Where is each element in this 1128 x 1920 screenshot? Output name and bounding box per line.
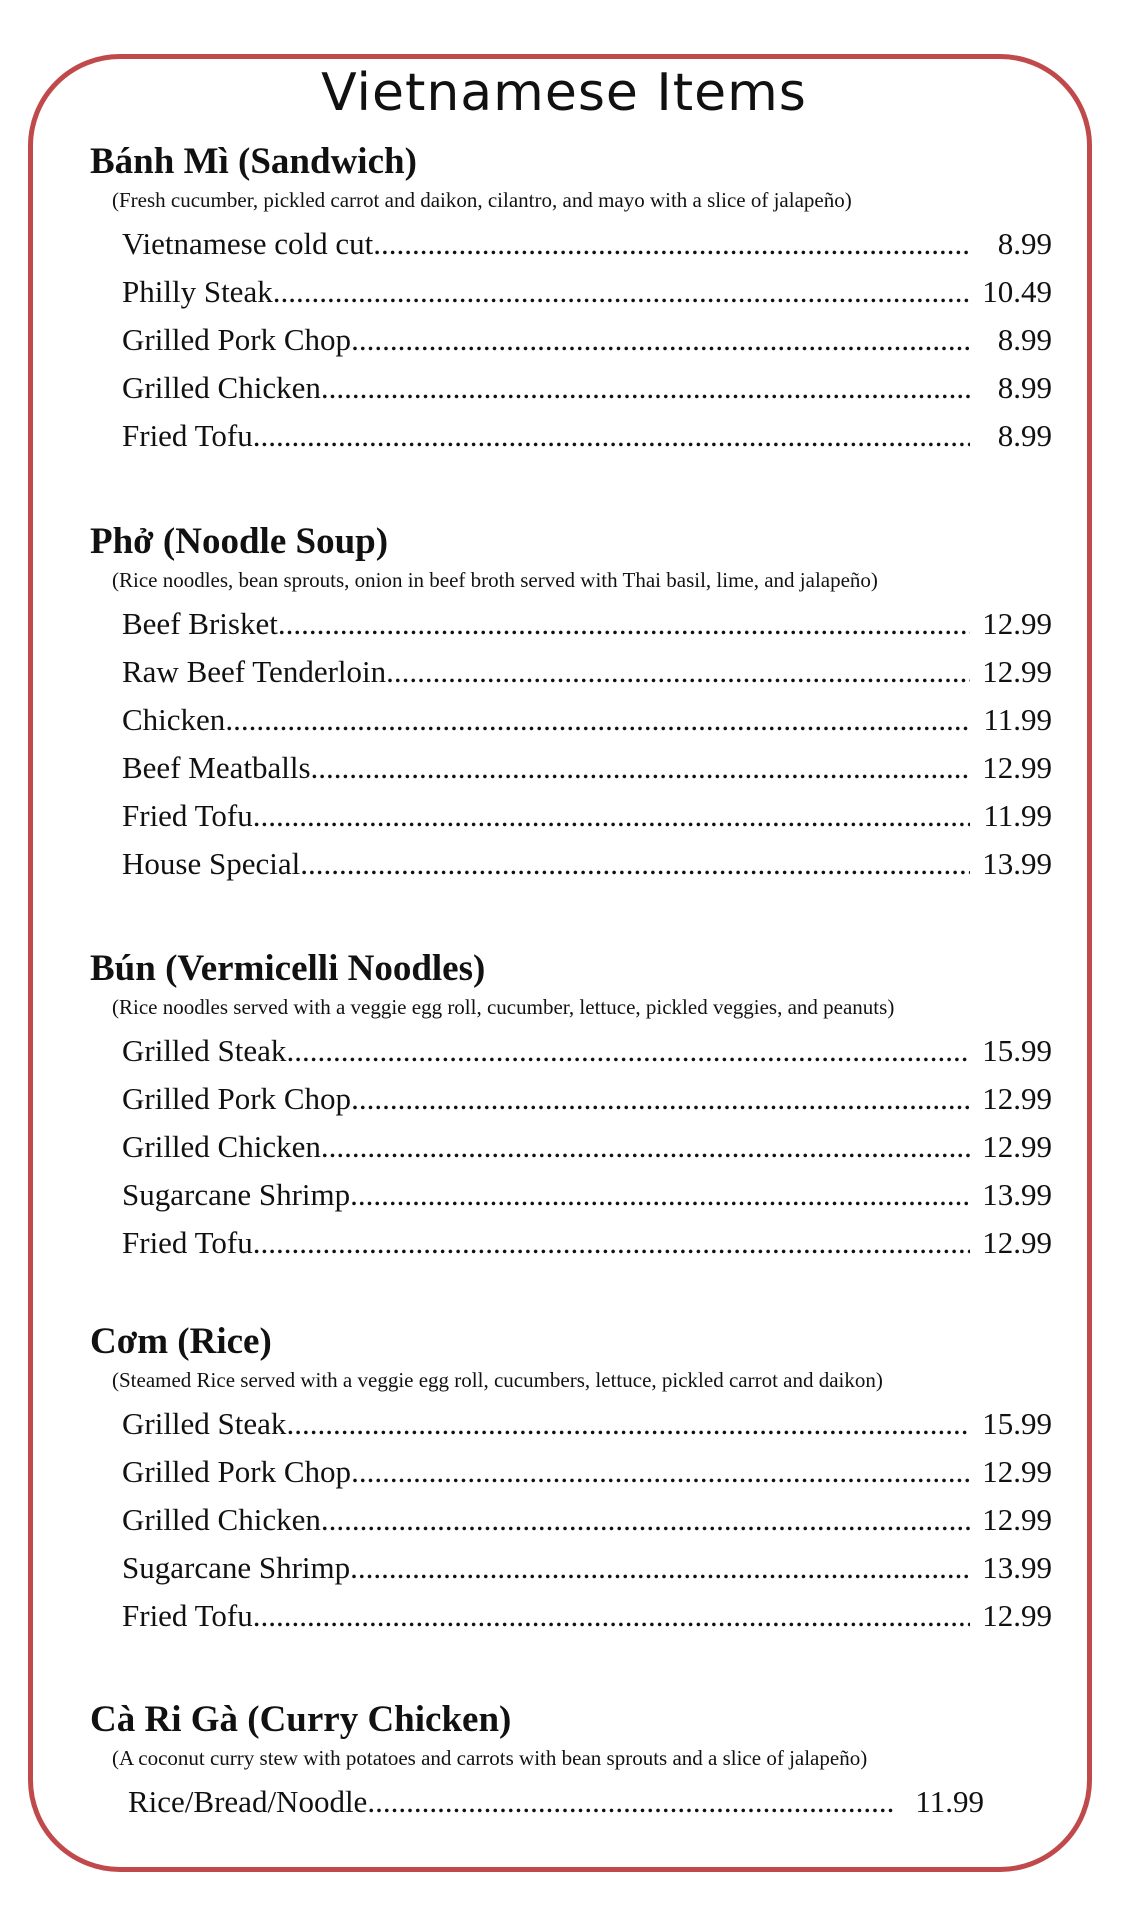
- dot-leader: [321, 364, 970, 412]
- dot-leader: [253, 412, 970, 460]
- menu-title: Vietnamese Items: [321, 63, 807, 123]
- item-name: Grilled Pork Chop: [122, 1454, 352, 1489]
- section-heading: Cơm (Rice): [90, 1321, 272, 1362]
- section-description: (Steamed Rice served with a veggie egg roll, cucumbers, lettuce, pickled carrot and daikon): [112, 1368, 883, 1392]
- item-name: Philly Steak: [122, 274, 273, 309]
- item-name: Sugarcane Shrimp: [122, 1550, 351, 1585]
- menu-item: [122, 412, 1052, 460]
- item-price: 12.99: [982, 1598, 1052, 1633]
- section-description: (A coconut curry stew with potatoes and carrots with bean sprouts and a slice of jalapeño): [112, 1746, 868, 1770]
- item-price: 12.99: [982, 1454, 1052, 1489]
- menu-item: [122, 364, 1052, 412]
- menu-item: [122, 1544, 1052, 1592]
- menu-item: [122, 744, 1052, 792]
- menu-item: [122, 1448, 1052, 1496]
- item-list: [122, 1027, 1052, 1267]
- item-price: 8.99: [997, 418, 1052, 453]
- item-list: [122, 600, 1052, 888]
- menu-item: [122, 648, 1052, 696]
- menu-item: [122, 600, 1052, 648]
- item-price: 13.99: [982, 1550, 1052, 1585]
- item-price: 12.99: [982, 1129, 1052, 1164]
- item-price: 10.49: [982, 274, 1052, 309]
- dot-leader: [225, 696, 970, 744]
- item-price: 12.99: [982, 1225, 1052, 1260]
- item-price: 12.99: [982, 750, 1052, 785]
- item-price: 8.99: [997, 370, 1052, 405]
- item-price: 12.99: [982, 1502, 1052, 1537]
- item-price: 12.99: [982, 654, 1052, 689]
- item-list: [122, 220, 1052, 460]
- item-name: Raw Beef Tenderloin: [122, 654, 387, 689]
- item-name: Fried Tofu: [122, 798, 253, 833]
- menu-item: [122, 1219, 1052, 1267]
- menu-item: [122, 1400, 1052, 1448]
- section-heading: Bún (Vermicelli Noodles): [90, 948, 486, 989]
- dot-leader: [351, 1075, 970, 1123]
- dot-leader: [286, 1400, 970, 1448]
- item-name: Beef Brisket: [122, 606, 278, 641]
- menu-item: [122, 220, 1052, 268]
- menu-item: [122, 1123, 1052, 1171]
- dot-leader: [278, 600, 970, 648]
- item-name: Grilled Pork Chop: [122, 1081, 352, 1116]
- section-description: (Rice noodles served with a veggie egg roll, cucumber, lettuce, pickled veggies, and peanuts): [112, 995, 895, 1019]
- item-name: Beef Meatballs: [122, 750, 311, 785]
- item-price: 15.99: [982, 1033, 1052, 1068]
- item-price: 15.99: [982, 1406, 1052, 1441]
- menu-item: [122, 840, 1052, 888]
- item-name: Grilled Chicken: [122, 1129, 321, 1164]
- item-price: 12.99: [982, 1081, 1052, 1116]
- dot-leader: [286, 1027, 970, 1075]
- dot-leader: [253, 1219, 970, 1267]
- menu-item: [122, 1075, 1052, 1123]
- item-price: 11.99: [983, 702, 1052, 737]
- menu-item: [122, 696, 1052, 744]
- item-name: Grilled Steak: [122, 1033, 287, 1068]
- item-name: Chicken: [122, 702, 226, 737]
- dot-leader: [351, 1448, 970, 1496]
- item-list: [122, 1400, 1052, 1640]
- item-name: House Special: [122, 846, 301, 881]
- dot-leader: [386, 648, 970, 696]
- item-name: Vietnamese cold cut: [122, 226, 374, 261]
- item-price: 13.99: [982, 1177, 1052, 1212]
- dot-leader: [351, 316, 970, 364]
- dot-leader: [367, 1778, 894, 1826]
- item-price: 8.99: [997, 322, 1052, 357]
- section-description: (Fresh cucumber, pickled carrot and daikon, cilantro, and mayo with a slice of jalapeño): [112, 188, 852, 212]
- dot-leader: [321, 1496, 970, 1544]
- menu-item: [128, 1778, 984, 1826]
- item-name: Fried Tofu: [122, 1225, 253, 1260]
- section-heading: Bánh Mì (Sandwich): [90, 141, 417, 182]
- item-name: Grilled Chicken: [122, 370, 321, 405]
- menu-item: [122, 1592, 1052, 1640]
- dot-leader: [273, 268, 970, 316]
- menu-item: [122, 792, 1052, 840]
- item-price: 8.99: [997, 226, 1052, 261]
- menu-item: [122, 1171, 1052, 1219]
- dot-leader: [321, 1123, 970, 1171]
- dot-leader: [253, 1592, 970, 1640]
- section-heading: Cà Ri Gà (Curry Chicken): [90, 1699, 512, 1740]
- dot-leader: [300, 840, 970, 888]
- item-name: Grilled Steak: [122, 1406, 287, 1441]
- menu-item: [122, 316, 1052, 364]
- section-description: (Rice noodles, bean sprouts, onion in beef broth served with Thai basil, lime, and jalapeño): [112, 568, 878, 592]
- dot-leader: [350, 1544, 970, 1592]
- item-price: 13.99: [982, 846, 1052, 881]
- dot-leader: [373, 220, 970, 268]
- item-name: Rice/Bread/Noodle: [128, 1784, 368, 1819]
- item-name: Grilled Pork Chop: [122, 322, 352, 357]
- item-price: 11.99: [915, 1784, 984, 1819]
- dot-leader: [350, 1171, 970, 1219]
- menu-item: [122, 1027, 1052, 1075]
- item-name: Fried Tofu: [122, 418, 253, 453]
- item-name: Sugarcane Shrimp: [122, 1177, 351, 1212]
- dot-leader: [253, 792, 970, 840]
- section-heading: Phở (Noodle Soup): [90, 521, 389, 562]
- item-price: 11.99: [983, 798, 1052, 833]
- item-list: [128, 1778, 984, 1826]
- menu-item: [122, 268, 1052, 316]
- menu-item: [122, 1496, 1052, 1544]
- dot-leader: [311, 744, 970, 792]
- item-name: Grilled Chicken: [122, 1502, 321, 1537]
- item-price: 12.99: [982, 606, 1052, 641]
- item-name: Fried Tofu: [122, 1598, 253, 1633]
